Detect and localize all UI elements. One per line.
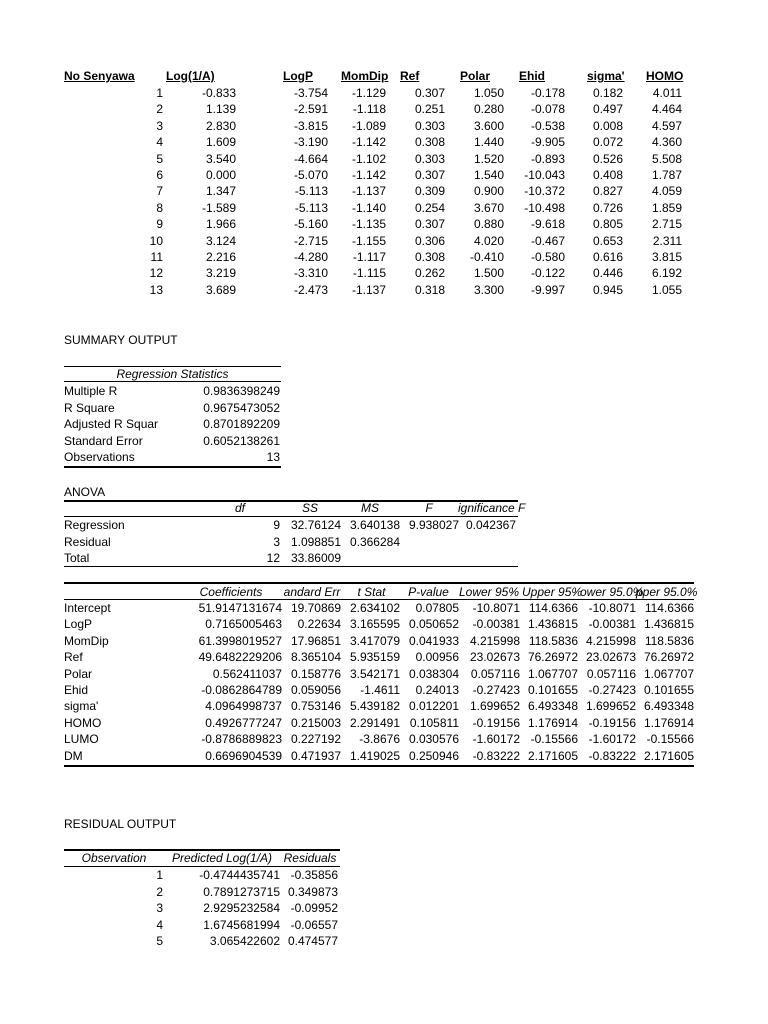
residual-cell: 0.7891273715: [203, 884, 280, 899]
data-cell: -5.113: [294, 200, 328, 215]
data-cell: -5.160: [293, 217, 328, 232]
residual-cell: -0.35856: [290, 868, 338, 882]
data-cell: 13: [149, 282, 163, 297]
data-cell: 10: [149, 233, 163, 248]
data-cell: 2.715: [651, 217, 682, 232]
data-cell: 2: [156, 102, 163, 117]
anova-cell: 9: [273, 518, 280, 532]
anova-header-2: MS: [361, 501, 379, 515]
regstat-bottom-line: [64, 466, 281, 468]
data-cell: -0.122: [530, 266, 565, 281]
data-cell: 0.446: [592, 266, 623, 281]
coef-cell: 2.291491: [349, 715, 400, 730]
regstat-label: Observations: [64, 450, 135, 465]
coef-cell: 0.057116: [470, 666, 520, 681]
residual-title: RESIDUAL OUTPUT: [64, 817, 177, 831]
data-cell: -9.997: [530, 282, 565, 297]
data-cell: 0.497: [592, 102, 623, 117]
data-cell: -4.664: [293, 151, 328, 166]
data-cell: -1.137: [351, 184, 386, 199]
residual-cell: 1.6745681994: [203, 917, 280, 932]
data-header-3: MomDip: [341, 69, 389, 83]
data-cell: -0.078: [530, 102, 565, 117]
coef-cell: 0.227192: [290, 732, 341, 747]
residual-cell: -0.4744435741: [199, 868, 280, 882]
coef-cell: 0.562411037: [212, 666, 282, 681]
data-cell: 4.011: [652, 86, 682, 100]
data-cell: 4.020: [473, 233, 504, 248]
data-cell: 1: [156, 86, 163, 100]
residual-cell: 2.9295232584: [203, 901, 280, 916]
data-cell: -4.280: [293, 250, 328, 264]
data-cell: 3.815: [651, 250, 682, 264]
coef-cell: -0.0862864789: [201, 683, 282, 697]
coef-cell: 19.70869: [290, 601, 341, 615]
data-header-8: HOMO: [646, 69, 684, 83]
data-cell: -1.135: [351, 217, 386, 232]
anova-header-0: df: [234, 501, 245, 515]
coef-cell: 2.634102: [349, 601, 400, 615]
data-cell: 0.307: [414, 86, 445, 100]
regstat-value: 0.9675473052: [203, 400, 280, 415]
coef-cell: 0.00956: [415, 650, 459, 665]
data-cell: 4.360: [651, 135, 682, 150]
data-cell: 7: [156, 184, 163, 199]
data-cell: -1.142: [351, 135, 386, 150]
coef-cell: 3.417079: [349, 633, 400, 648]
anova-cell: 1.098851: [290, 534, 341, 549]
data-header-2: LogP: [283, 69, 313, 83]
data-cell: 0.827: [592, 184, 623, 199]
coef-bottom-line: [64, 765, 694, 767]
anova-row-label: Residual: [64, 534, 111, 549]
data-cell: 1.540: [473, 168, 504, 182]
anova-cell: 9.938027: [408, 518, 459, 532]
data-cell: 0.309: [414, 184, 445, 199]
data-cell: -1.089: [351, 118, 386, 133]
coef-cell: -1.4611: [360, 683, 400, 697]
data-cell: 0.880: [473, 217, 504, 232]
data-cell: 0.307: [414, 168, 445, 182]
residual-cell: -0.06557: [290, 917, 338, 932]
data-cell: -1.137: [351, 282, 386, 297]
coef-cell: 0.250946: [408, 748, 459, 763]
residual-cell: 3: [156, 901, 163, 916]
coef-cell: 0.07805: [415, 601, 459, 615]
data-header-1: Log(1/A): [166, 69, 215, 83]
anova-bottom-line: [64, 566, 518, 567]
data-cell: 3: [156, 118, 163, 133]
data-cell: -1.102: [351, 151, 386, 166]
data-cell: 4.059: [651, 184, 682, 199]
data-cell: 0.726: [592, 200, 623, 215]
coef-row-label: sigma': [64, 699, 99, 714]
data-cell: -10.372: [524, 184, 565, 199]
coef-cell: 0.057116: [586, 666, 636, 681]
data-cell: 11: [150, 250, 163, 264]
coef-cell: 2.171605: [527, 748, 578, 763]
coef-cell: 0.101655: [643, 683, 694, 697]
anova-cell: 0.366284: [349, 534, 400, 549]
data-cell: -2.591: [293, 102, 328, 117]
data-cell: -5.113: [294, 184, 328, 199]
data-cell: -0.893: [530, 151, 565, 166]
coef-cell: -10.8071: [588, 601, 636, 615]
coef-cell: 118.5836: [528, 633, 578, 648]
coef-cell: 23.02673: [585, 650, 636, 665]
coef-cell: 1.419025: [349, 748, 400, 763]
summary-title: SUMMARY OUTPUT: [64, 333, 178, 347]
data-cell: -0.833: [201, 86, 236, 100]
data-cell: 3.670: [473, 200, 504, 215]
coef-cell: -0.27423: [472, 683, 520, 697]
coef-cell: 6.493348: [643, 699, 694, 714]
coef-cell: 0.038304: [408, 666, 459, 681]
data-cell: 1.139: [205, 102, 236, 117]
regstat-label: R Square: [64, 400, 115, 415]
coef-cell: 1.436815: [643, 617, 694, 632]
residual-header-0: Observation: [81, 851, 147, 865]
coef-cell: 0.050652: [408, 617, 459, 632]
residual-cell: 0.349873: [287, 884, 338, 899]
residual-cell: 2: [156, 884, 163, 899]
residual-cell: 5: [156, 934, 163, 949]
data-cell: 0.308: [414, 135, 445, 150]
coef-cell: 1.699652: [585, 699, 636, 714]
data-cell: 2.311: [652, 233, 682, 248]
data-cell: 3.300: [473, 282, 504, 297]
coef-cell: 1.436815: [527, 617, 578, 632]
anova-cell: 12: [266, 551, 280, 565]
coef-row-label: Intercept: [64, 601, 111, 615]
data-cell: 0.251: [414, 102, 445, 117]
coef-cell: 0.158776: [290, 666, 341, 681]
coef-row-label: DM: [64, 748, 83, 763]
data-cell: 0.308: [414, 250, 445, 264]
coef-cell: 3.165595: [349, 617, 400, 632]
anova-cell: 32.76124: [290, 518, 341, 532]
coef-cell: 0.012201: [408, 699, 459, 714]
data-cell: 0.000: [205, 168, 236, 182]
data-cell: 0.254: [414, 200, 445, 215]
coef-cell: 114.6366: [644, 601, 694, 615]
coef-cell: -0.15566: [530, 732, 578, 747]
data-cell: -0.410: [469, 250, 504, 264]
data-cell: 2.830: [205, 118, 236, 133]
data-cell: 3.124: [205, 233, 236, 248]
data-cell: 1.347: [205, 184, 236, 199]
coef-cell: 1.699652: [469, 699, 520, 714]
data-cell: 0.306: [414, 233, 445, 248]
regstat-label: Standard Error: [64, 433, 143, 448]
residual-header-1: Predicted Log(1/A): [171, 851, 273, 865]
data-header-0: No Senyawa: [64, 69, 135, 83]
coef-cell: 49.6482229206: [198, 650, 282, 665]
coef-cell: 1.067707: [643, 666, 694, 681]
coef-cell: -0.19156: [588, 715, 636, 730]
coef-cell: 0.22634: [297, 617, 341, 632]
coef-cell: -0.83222: [588, 748, 636, 763]
data-cell: -0.580: [530, 250, 565, 264]
residual-cell: 4: [156, 917, 163, 932]
data-cell: 1.787: [651, 168, 682, 182]
coef-cell: 4.215998: [469, 633, 520, 648]
coef-cell: -1.60172: [588, 732, 636, 747]
data-cell: 4: [156, 135, 163, 150]
coef-row-label: HOMO: [64, 715, 102, 730]
data-header-4: Ref: [400, 69, 420, 83]
data-cell: 0.945: [592, 282, 623, 297]
regstat-label: Multiple R: [64, 384, 118, 398]
data-header-6: Ehid: [519, 69, 545, 83]
anova-cell: 33.86009: [290, 551, 341, 565]
coef-cell: 0.215003: [290, 715, 341, 730]
data-cell: 0.408: [592, 168, 623, 182]
coef-cell: 0.041933: [408, 633, 459, 648]
coef-cell: 0.7165005463: [205, 617, 282, 632]
anova-row-label: Total: [64, 551, 90, 565]
anova-row-label: Regression: [64, 518, 125, 532]
coef-cell: 51.9147131674: [198, 601, 282, 615]
coef-cell: 8.365104: [290, 650, 341, 665]
coef-cell: -3.8676: [359, 732, 400, 747]
data-cell: -1.129: [351, 86, 386, 100]
coef-cell: 2.171605: [643, 748, 694, 763]
coef-header-0: Coefficients: [199, 585, 263, 599]
coef-header-1: andard Err: [283, 585, 341, 599]
coef-cell: 0.4926777247: [205, 715, 282, 730]
residual-cell: 1: [156, 868, 163, 882]
data-cell: 1.500: [473, 266, 504, 281]
data-cell: 0.616: [592, 250, 623, 264]
coef-cell: 1.176914: [527, 715, 578, 730]
data-cell: -2.715: [293, 233, 328, 248]
data-cell: 0.653: [592, 233, 623, 248]
coef-cell: -0.19156: [472, 715, 520, 730]
regstat-label: Adjusted R Squar: [64, 417, 159, 432]
data-cell: 3.600: [473, 118, 504, 133]
regstat-value: 0.9836398249: [203, 384, 280, 398]
residual-header-2: Residuals: [283, 851, 337, 865]
coef-cell: 17.96851: [290, 633, 341, 648]
data-cell: -1.140: [351, 200, 386, 215]
coef-header-2: t Stat: [357, 585, 386, 599]
coef-cell: -0.27423: [588, 683, 636, 697]
data-cell: 0.526: [592, 151, 623, 166]
coef-cell: 76.26972: [527, 650, 578, 665]
data-cell: -10.043: [524, 168, 565, 182]
residual-cell: -0.09952: [290, 901, 338, 916]
coef-row-label: Polar: [64, 666, 93, 681]
anova-cell: 0.042367: [465, 518, 516, 532]
data-cell: -10.498: [524, 200, 565, 215]
data-cell: -1.117: [352, 250, 386, 264]
data-cell: -9.905: [530, 135, 565, 150]
coef-cell: -0.83222: [472, 748, 520, 763]
coef-row-label: LUMO: [64, 732, 99, 747]
residual-cell: 0.474577: [287, 934, 338, 949]
data-cell: 1.050: [473, 86, 504, 100]
data-cell: 1.440: [473, 135, 504, 150]
coef-row-label: LogP: [64, 617, 93, 632]
anova-cell: 3: [273, 534, 280, 549]
data-cell: -3.310: [293, 266, 328, 281]
coef-cell: 0.753146: [290, 699, 341, 714]
data-cell: 0.307: [414, 217, 445, 232]
regstat-header-line: [64, 381, 281, 382]
anova-title: ANOVA: [64, 485, 106, 499]
coef-cell: 1.067707: [527, 666, 578, 681]
data-cell: 5.508: [651, 151, 682, 166]
data-cell: -3.754: [293, 86, 328, 100]
coef-cell: 0.030576: [408, 732, 459, 747]
data-cell: -1.155: [351, 233, 386, 248]
anova-header-3: F: [425, 501, 433, 515]
anova-cell: 3.640138: [349, 518, 400, 532]
data-cell: 1.055: [651, 282, 682, 297]
regstat-value: 0.6052138261: [203, 433, 280, 448]
coef-cell: -0.00381: [588, 617, 636, 632]
data-cell: -0.178: [530, 86, 565, 100]
coef-cell: 3.542171: [349, 666, 400, 681]
coef-cell: 0.059056: [290, 683, 341, 697]
data-cell: 0.280: [473, 102, 504, 117]
data-cell: -1.142: [351, 168, 386, 182]
data-cell: 12: [149, 266, 163, 281]
coef-cell: -0.15566: [646, 732, 694, 747]
coef-cell: 1.176914: [643, 715, 694, 730]
coef-cell: -0.8786889823: [201, 732, 282, 747]
coef-row-label: Ref: [64, 650, 83, 665]
data-cell: 0.900: [473, 184, 504, 199]
coef-header-4: Lower 95%: [458, 585, 520, 599]
data-cell: 0.008: [592, 118, 623, 133]
data-cell: -1.118: [352, 102, 386, 117]
data-cell: 0.303: [414, 151, 445, 166]
residual-cell: 3.065422602: [209, 934, 280, 949]
data-cell: 1.859: [651, 200, 682, 215]
data-cell: 0.072: [592, 135, 623, 150]
data-cell: 1.609: [205, 135, 236, 150]
anova-header-4: ignificance F: [458, 501, 526, 515]
coef-cell: 0.24013: [415, 683, 459, 697]
regstat-value: 13: [266, 450, 280, 465]
regstat-title: Regression Statistics: [116, 367, 229, 381]
data-header-5: Polar: [460, 69, 491, 83]
coef-cell: 6.493348: [527, 699, 578, 714]
coef-cell: -10.8071: [472, 601, 520, 615]
data-cell: 0.303: [414, 118, 445, 133]
anova-header-1: SS: [301, 501, 318, 515]
data-cell: -3.190: [293, 135, 328, 150]
coef-cell: 0.471937: [290, 748, 341, 763]
coef-cell: 118.5836: [644, 633, 694, 648]
data-cell: 2.216: [205, 250, 236, 264]
coef-row-label: Ehid: [64, 683, 89, 697]
data-cell: 0.182: [592, 86, 623, 100]
data-cell: 4.597: [651, 118, 682, 133]
coef-header-3: P-value: [408, 585, 449, 599]
data-cell: 1.966: [205, 217, 236, 232]
coef-cell: 4.215998: [585, 633, 636, 648]
coef-cell: 76.26972: [643, 650, 694, 665]
coef-header-5: Upper 95%: [522, 585, 583, 599]
coef-header-6: ower 95.0%: [580, 585, 644, 599]
coef-cell: 4.0964998737: [205, 699, 282, 714]
data-cell: 3.689: [205, 282, 236, 297]
coef-cell: 114.6366: [528, 601, 578, 615]
regstat-value: 0.8701892209: [203, 417, 280, 432]
data-header-7: sigma': [587, 69, 625, 83]
data-cell: -3.815: [293, 118, 328, 133]
coef-cell: 23.02673: [469, 650, 520, 665]
data-cell: 0.805: [592, 217, 623, 232]
data-cell: 0.262: [414, 266, 445, 281]
data-cell: 1.520: [473, 151, 504, 166]
data-cell: 9: [156, 217, 163, 232]
data-cell: -9.618: [530, 217, 565, 232]
coef-header-7: pper 95.0%: [636, 585, 698, 599]
data-cell: -5.070: [293, 168, 328, 182]
coef-cell: 61.3998019527: [198, 633, 282, 648]
data-cell: 5: [156, 151, 163, 166]
coef-cell: 5.935159: [349, 650, 400, 665]
data-cell: -0.467: [530, 233, 565, 248]
data-cell: -0.538: [530, 118, 565, 133]
data-cell: 8: [156, 200, 163, 215]
data-cell: 6: [156, 168, 163, 182]
coef-row-label: MomDip: [64, 633, 109, 648]
data-cell: 6.192: [651, 266, 682, 281]
coef-cell: -0.00381: [472, 617, 520, 632]
coef-cell: 5.439182: [349, 699, 400, 714]
data-cell: -2.473: [293, 282, 328, 297]
data-cell: 4.464: [651, 102, 682, 117]
coef-cell: 0.105811: [409, 715, 459, 730]
coef-cell: 0.6696904539: [205, 748, 282, 763]
data-cell: 3.540: [205, 151, 236, 166]
coef-cell: 0.101655: [527, 683, 578, 697]
data-cell: 0.318: [414, 282, 445, 297]
coef-cell: -1.60172: [472, 732, 520, 747]
data-cell: -1.115: [352, 266, 386, 281]
data-cell: 3.219: [205, 266, 236, 281]
data-cell: -1.589: [201, 200, 236, 215]
